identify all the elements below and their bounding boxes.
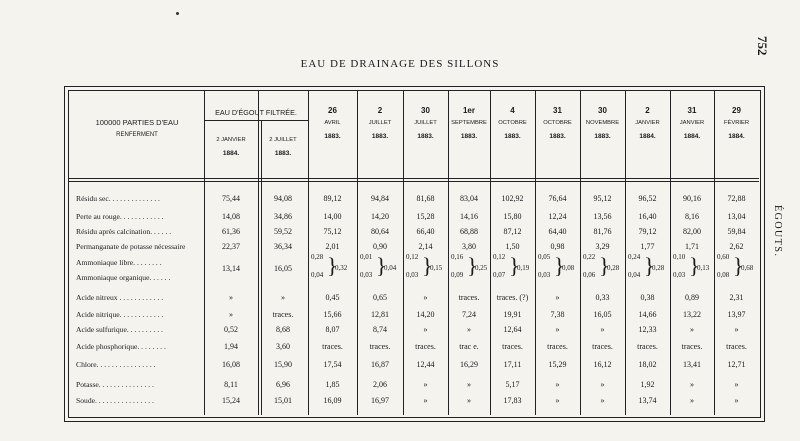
column-header (714, 106, 759, 141)
ammonia-libre-value: 0,12 (493, 253, 506, 261)
ammonia-organic-value: 0,08 (717, 271, 730, 279)
data-cell: 3,80 (462, 242, 476, 251)
column-year: 1883. (371, 133, 389, 140)
data-cell: 3,60 (276, 342, 290, 351)
row-label: Acide nitreux . . . . . . . . . . . . (76, 293, 164, 302)
ammonia-organic-value: 0,04 (628, 271, 641, 279)
data-cell: traces. (?) (496, 293, 529, 302)
data-cell: 81,68 (416, 194, 435, 203)
data-cell: » (734, 380, 739, 389)
column-month: 2 JANVIER (216, 137, 246, 143)
data-cell: 2,62 (729, 242, 744, 251)
data-cell: 7,24 (462, 310, 476, 319)
column-year: 1883. (417, 133, 434, 140)
data-cell: 13,22 (683, 310, 701, 319)
data-cell: 12,81 (371, 310, 389, 319)
ammonia-organic-value: 0,06 (583, 271, 596, 279)
column-header (403, 106, 448, 141)
ammonia-libre-value: 0,28 (311, 253, 324, 261)
data-cell: 8,68 (276, 325, 290, 334)
data-cell: » (423, 325, 428, 334)
ammonia-total: 0,19 (517, 264, 530, 272)
column-year: 1883. (504, 133, 521, 140)
ammonia-libre-value: 0,24 (628, 253, 641, 261)
ammonia-libre-value: 0,01 (360, 253, 373, 261)
data-cell: 18,02 (638, 360, 657, 369)
data-cell: 2,06 (373, 380, 387, 389)
brace-glyph: } (467, 253, 478, 278)
ammonia-libre-value: 0,60 (717, 253, 730, 261)
column-day: 2 (377, 106, 383, 115)
data-cell: traces. (726, 342, 747, 351)
data-cell: 14,20 (371, 212, 389, 221)
data-cell: 14,08 (222, 212, 240, 221)
data-cell: 16,09 (323, 396, 342, 405)
data-cell: 8,16 (685, 212, 699, 221)
column-month: JANVIER (635, 120, 660, 126)
data-cell: traces. (592, 342, 613, 351)
column-month: AVRIL (324, 120, 341, 126)
data-cell: 82,00 (683, 227, 701, 236)
ammonia-libre-value: 0,16 (451, 253, 464, 261)
column-header (670, 106, 714, 141)
data-cell: » (467, 396, 471, 405)
data-cell: 16,12 (593, 360, 612, 369)
data-cell: 22,37 (222, 242, 240, 251)
column-header (357, 106, 403, 141)
ammonia-organic-value: 0,03 (673, 271, 686, 279)
row-label: Chlore. . . . . . . . . . . . . . . . (76, 360, 156, 369)
data-cell: 1,92 (640, 380, 655, 389)
ammonia-organic-value: 0,03 (360, 271, 373, 279)
data-cell: 0,38 (640, 293, 655, 302)
data-cell: 90,16 (683, 194, 701, 203)
column-day: 29 (732, 106, 741, 115)
data-cell: 76,64 (548, 194, 567, 203)
group-header: EAU D'ÉGOUT FILTRÉE. (215, 108, 297, 117)
data-cell: 16,29 (460, 360, 478, 369)
brace-glyph: } (689, 253, 700, 278)
column-day: 26 (328, 106, 337, 115)
data-cell: » (467, 325, 471, 334)
data-cell: 2,01 (325, 242, 340, 251)
data-cell: » (600, 396, 605, 405)
data-cell: 16,05 (593, 310, 612, 319)
data-cell: 15,24 (222, 396, 240, 405)
column-year: 1883. (594, 133, 611, 140)
column-year: 1883. (274, 150, 292, 157)
data-cell: 61,36 (222, 227, 240, 236)
row-label: Soude. . . . . . . . . . . . . . . . (76, 396, 154, 405)
data-cell: » (690, 396, 694, 405)
data-cell: 36,34 (274, 242, 292, 251)
column-header (625, 106, 670, 141)
data-cell: 0,89 (685, 293, 699, 302)
data-cell: 8,07 (325, 325, 340, 334)
page-number: 752 (755, 36, 770, 56)
data-cell: 0,45 (325, 293, 340, 302)
data-cell: traces. (681, 342, 703, 351)
ammonia-total: 0,13 (697, 264, 710, 272)
data-cell: 0,65 (373, 293, 387, 302)
ammonia-libre-value: 0,10 (673, 253, 686, 261)
corner-line-2: RENFERMENT (116, 132, 158, 138)
data-cell: 13,41 (683, 360, 701, 369)
header-bottom-rule (69, 178, 759, 179)
column-month: JANVIER (679, 120, 705, 126)
data-cell: traces. (547, 342, 568, 351)
ammonia-organic-value: 0,04 (311, 271, 324, 279)
brace-glyph: } (554, 253, 565, 278)
column-month: OCTOBRE (543, 120, 572, 126)
ammonia-total: 0,08 (562, 264, 575, 272)
data-cell: » (690, 380, 694, 389)
column-day: 30 (598, 106, 607, 115)
data-cell: 17,11 (503, 360, 522, 369)
data-cell: » (281, 293, 285, 302)
data-cell: 14,00 (323, 212, 342, 221)
column-month: NOVEMBRE (585, 120, 620, 126)
data-cell: 15,29 (548, 360, 567, 369)
brace-glyph: } (599, 253, 610, 278)
ink-speck (176, 12, 179, 15)
header-bottom-rule (69, 181, 759, 182)
column-year: 1884. (639, 133, 656, 140)
column-header (258, 132, 308, 158)
brace-glyph: } (327, 253, 338, 278)
data-cell: » (229, 293, 233, 302)
data-cell: 16,08 (222, 360, 240, 369)
row-label: Ammoniaque libre. . . . . . . . (76, 258, 162, 267)
column-year: 1884. (222, 150, 240, 157)
data-cell: 64,40 (548, 227, 567, 236)
data-cell: 0,98 (550, 242, 565, 251)
data-cell: 59,84 (727, 227, 746, 236)
column-header (448, 106, 490, 141)
column-header (490, 106, 535, 141)
ammonia-total: 0,68 (741, 264, 754, 272)
data-cell: » (555, 396, 560, 405)
ammonia-organic-value: 0,07 (493, 271, 506, 279)
data-cell: 15,66 (323, 310, 342, 319)
data-cell: 12,71 (727, 360, 746, 369)
data-cell: 83,04 (460, 194, 478, 203)
column-day: 1er (462, 106, 475, 115)
data-cell: traces. (369, 342, 391, 351)
column-day: 31 (687, 106, 697, 115)
data-cell: traces. (502, 342, 523, 351)
row-label: Permanganate de potasse nécessaire (76, 242, 186, 251)
ammonia-total: 0,28 (652, 264, 665, 272)
data-cell: 8,74 (373, 325, 387, 334)
data-cell: » (555, 380, 560, 389)
data-cell: » (229, 310, 233, 319)
row-label: Ammoniaque organique. . . . . . (76, 273, 171, 282)
data-cell: 3,29 (595, 242, 610, 251)
data-cell: 14,66 (638, 310, 657, 319)
data-cell: 75,44 (222, 194, 240, 203)
ammonia-libre-value: 0,22 (583, 253, 596, 261)
data-cell: 66,40 (416, 227, 435, 236)
column-month: OCTOBRE (498, 120, 527, 126)
column-month: JUILLET (414, 120, 437, 126)
data-cell: 94,84 (371, 194, 389, 203)
data-cell: traces. (322, 342, 343, 351)
row-label: Acide phosphorique. . . . . . . . (76, 342, 166, 351)
ammonia-total: 0,15 (430, 264, 443, 272)
data-cell: » (600, 325, 605, 334)
data-cell: » (423, 293, 428, 302)
data-cell: 13,97 (727, 310, 746, 319)
data-cell: trac e. (459, 342, 479, 351)
data-cell: 0,52 (224, 325, 238, 334)
column-year: 1884. (683, 133, 701, 140)
ammonia-total: 0,32 (335, 264, 348, 272)
data-cell: 72,88 (727, 194, 746, 203)
data-cell: 1,85 (325, 380, 340, 389)
corner-header (70, 118, 204, 140)
column-month: 2 JUILLET (269, 137, 297, 143)
data-cell: » (423, 396, 428, 405)
ammonia-total: 0,04 (384, 264, 397, 272)
data-cell: » (555, 293, 560, 302)
data-cell: 0,90 (373, 242, 387, 251)
column-header (535, 106, 580, 141)
data-cell: 12,24 (548, 212, 567, 221)
data-cell: 17,54 (323, 360, 342, 369)
data-cell: 16,40 (638, 212, 657, 221)
data-cell: 2,14 (418, 242, 433, 251)
brace-glyph: } (376, 253, 387, 278)
column-month: FÉVRIER (723, 120, 750, 126)
data-cell: 0,33 (595, 293, 610, 302)
ammonia-total: 16,05 (274, 264, 292, 273)
data-cell: 75,12 (323, 227, 342, 236)
row-label: Résidu sec. . . . . . . . . . . . . . (76, 194, 160, 203)
data-cell: 16,97 (371, 396, 389, 405)
ammonia-total: 0,28 (607, 264, 620, 272)
ammonia-total: 0,25 (475, 264, 488, 272)
data-cell: 89,12 (323, 194, 342, 203)
data-cell: 5,17 (505, 380, 520, 389)
data-cell: traces. (458, 293, 480, 302)
data-cell: » (467, 380, 471, 389)
data-cell: 1,94 (224, 342, 238, 351)
row-label: Acide nitrique. . . . . . . . . . . . (76, 310, 164, 319)
data-cell: 15,28 (416, 212, 435, 221)
data-cell: 8,11 (224, 380, 238, 389)
data-cell: 12,44 (416, 360, 435, 369)
row-label: Résidu après calcination. . . . . . (76, 227, 172, 236)
data-cell: 68,88 (460, 227, 478, 236)
data-cell: 81,76 (593, 227, 612, 236)
row-label: Potasse. . . . . . . . . . . . . . . (76, 380, 154, 389)
data-cell: traces. (272, 310, 294, 319)
column-year: 1883. (460, 133, 478, 140)
data-cell: 13,56 (593, 212, 612, 221)
brace-glyph: } (644, 253, 655, 278)
column-year: 1883. (549, 133, 566, 140)
data-cell: 13,74 (638, 396, 657, 405)
group-header-rule (204, 120, 308, 121)
data-cell: 95,12 (593, 194, 612, 203)
column-day: 30 (421, 106, 430, 115)
row-label: Perte au rouge. . . . . . . . . . . . (76, 212, 164, 221)
data-cell: 34,86 (274, 212, 292, 221)
brace-glyph: } (509, 253, 520, 278)
data-cell: 19,91 (503, 310, 522, 319)
column-header (204, 132, 258, 158)
data-cell: 102,92 (501, 194, 524, 203)
data-cell: 15,80 (503, 212, 522, 221)
data-cell: 17,83 (503, 396, 522, 405)
ammonia-total: 13,14 (222, 264, 240, 273)
column-day: 4 (510, 106, 515, 115)
data-cell: traces. (637, 342, 658, 351)
column-year: 1883. (324, 133, 341, 140)
data-cell: 7,38 (550, 310, 565, 319)
data-cell: 80,64 (371, 227, 389, 236)
data-cell: 12,64 (503, 325, 522, 334)
data-cell: 15,90 (274, 360, 292, 369)
column-month: JUILLET (368, 120, 392, 126)
ammonia-organic-value: 0,03 (538, 271, 551, 279)
data-cell: » (423, 380, 428, 389)
data-cell: 2,31 (729, 293, 744, 302)
brace-glyph: } (733, 253, 744, 278)
column-year: 1884. (728, 133, 745, 140)
data-cell: 13,04 (727, 212, 746, 221)
data-cell: » (600, 380, 605, 389)
data-cell: 59,52 (274, 227, 292, 236)
data-cell: 96,52 (638, 194, 657, 203)
data-cell: » (734, 396, 739, 405)
data-cell: traces. (415, 342, 436, 351)
data-cell: 94,08 (274, 194, 292, 203)
data-cell: 79,12 (638, 227, 657, 236)
column-header (308, 106, 357, 141)
column-month: SEPTEMBRE (451, 120, 487, 126)
data-cell: 15,01 (274, 396, 292, 405)
data-cell: 6,96 (276, 380, 290, 389)
data-cell: 1,77 (640, 242, 655, 251)
brace-glyph: } (422, 253, 433, 278)
ammonia-organic-value: 0,09 (451, 271, 464, 279)
data-cell: » (555, 325, 560, 334)
data-cell: 12,33 (638, 325, 657, 334)
corner-line-1: 100000 PARTIES D'EAU (95, 118, 179, 127)
ammonia-organic-value: 0,03 (406, 271, 419, 279)
data-cell: 14,20 (416, 310, 435, 319)
column-header (580, 106, 625, 141)
data-cell: » (734, 325, 739, 334)
column-day: 2 (645, 106, 650, 115)
table-title: EAU DE DRAINAGE DES SILLONS (300, 58, 500, 70)
ammonia-libre-value: 0,05 (538, 253, 551, 261)
column-day: 31 (553, 106, 562, 115)
data-cell: 1,71 (685, 242, 699, 251)
data-cell: 1,50 (505, 242, 520, 251)
data-cell: 87,12 (503, 227, 522, 236)
ammonia-libre-value: 0,12 (406, 253, 419, 261)
row-label: Acide sulfurique. . . . . . . . . . (76, 325, 163, 334)
data-cell: 14,16 (460, 212, 478, 221)
data-cell: » (690, 325, 694, 334)
side-running-head: ÉGOUTS. (772, 205, 783, 258)
data-cell: 16,87 (371, 360, 389, 369)
